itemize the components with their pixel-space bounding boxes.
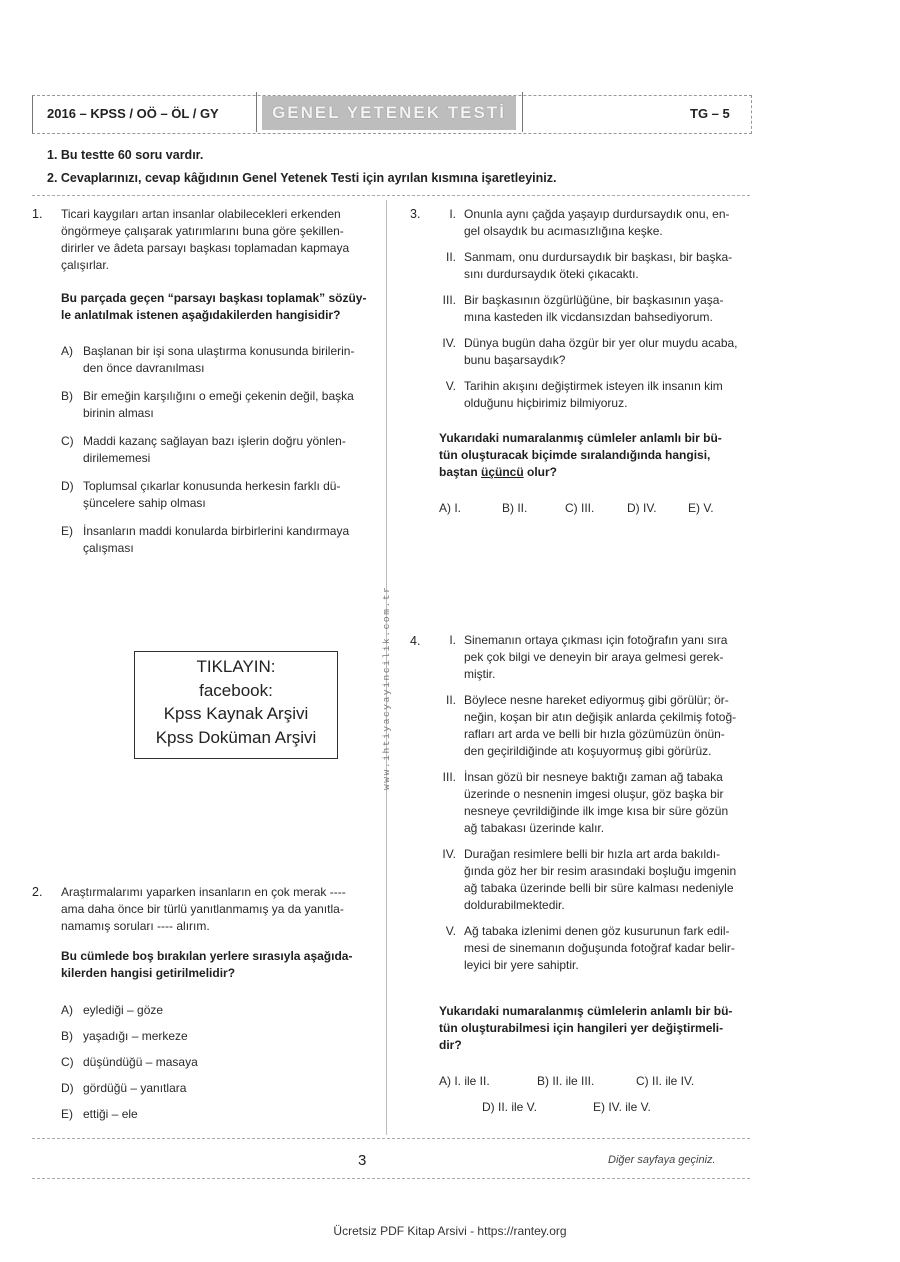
option-e[interactable] — [61, 523, 373, 557]
option-key: A) — [61, 344, 73, 358]
watermark-text: www.ihtiyacyayincilik.com.tr — [381, 585, 392, 790]
option-text: gördüğü – yanıtlara — [83, 1081, 187, 1095]
text-line: çalışması — [83, 541, 134, 555]
statement-text — [464, 378, 723, 412]
statement-key: V. — [445, 924, 456, 938]
statement-5 — [430, 923, 750, 974]
text-line: bunu başarsaydık? — [464, 353, 566, 367]
header-divider — [522, 92, 523, 132]
text-line: şüncelere sahip olması — [83, 496, 206, 510]
statement-1 — [430, 632, 750, 683]
statement-key: I. — [449, 207, 456, 221]
next-page-note: Diğer sayfaya geçiniz. — [608, 1154, 716, 1166]
ad-line: TIKLAYIN: — [196, 657, 276, 676]
text-fragment: baştan — [439, 465, 482, 479]
text-line: gel olsaydık bu acımasızlığına keşke. — [464, 224, 663, 238]
text-line: ğında göz her bir resim arasındaki boşluğu imgenin — [464, 864, 737, 878]
text-line: öngörmeye çalışarak yatırımlarını buna göre şekillen- — [61, 224, 344, 238]
divider — [32, 1178, 750, 1179]
text-line: Dünya bugün daha özgür bir yer olur muydu acaba, — [464, 336, 738, 350]
option-text: eylediği – göze — [83, 1003, 164, 1017]
question-number: 1. — [32, 207, 43, 221]
exam-code: 2016 – KPSS / OÖ – ÖL / GY — [47, 106, 219, 121]
instruction-1: 1. Bu testte 60 soru vardır. — [47, 148, 204, 162]
statement-key: II. — [445, 693, 456, 707]
ad-line: facebook: — [199, 680, 273, 700]
option-e[interactable]: E) V. — [688, 501, 714, 515]
question-4-stem — [439, 1003, 751, 1054]
option-a[interactable]: A) I. ile II. — [439, 1074, 490, 1088]
text-line: den önce davranılması — [83, 361, 205, 375]
statement-1 — [430, 206, 750, 240]
statement-4 — [430, 335, 750, 369]
text-line: tün oluşturabilmesi için hangileri yer değiştirmeli- — [439, 1021, 724, 1035]
text-line: leyici bir yere sahiptir. — [464, 958, 579, 972]
question-1-passage — [61, 206, 371, 274]
text-line: Araştırmalarımı yaparken insanların en çok merak ---- — [61, 885, 346, 899]
text-line: Sinemanın ortaya çıkması için fotoğrafın yanı sıra — [464, 633, 728, 647]
option-text — [83, 388, 354, 422]
divider — [32, 1138, 750, 1139]
question-number: 2. — [32, 885, 43, 899]
question-2-stem — [61, 948, 371, 982]
text-line: kilerden hangisi getirilmelidir? — [61, 966, 236, 980]
option-d[interactable]: D) II. ile V. — [482, 1100, 537, 1114]
page-number: 3 — [358, 1152, 367, 1169]
text-line: üzerinde o nesnenin imgesi oluşur, göz başka bir — [464, 787, 724, 801]
statement-2 — [430, 692, 750, 760]
statement-2 — [430, 249, 750, 283]
option-key: B) — [61, 389, 73, 403]
statement-4 — [430, 846, 750, 914]
option-text — [83, 343, 354, 377]
text-line: den geçirildiğinde atı koşuyormuş gibi görürüz. — [464, 744, 712, 758]
option-key: B) — [61, 1029, 73, 1043]
option-c[interactable] — [61, 433, 373, 467]
option-b[interactable] — [61, 1028, 373, 1045]
statement-text — [464, 249, 732, 283]
option-e[interactable] — [61, 1106, 373, 1123]
option-text: yaşadığı – merkeze — [83, 1029, 188, 1043]
question-1-options — [61, 343, 373, 557]
ad-line: Kpss Doküman Arşivi — [155, 727, 317, 747]
text-line: doldurabilmektedir. — [464, 898, 565, 912]
text-line: İnsan gözü bir nesneye baktığı zaman ağ tabaka — [464, 770, 723, 784]
statement-text — [464, 923, 735, 974]
text-line: olduğunu hiçbirimiz bilmiyoruz. — [464, 396, 628, 410]
option-text: düşündüğü – masaya — [83, 1055, 198, 1069]
option-d[interactable] — [61, 478, 373, 512]
text-line: Ticari kaygıları artan insanlar olabilecekleri erkenden — [61, 207, 341, 221]
text-line: Bir emeğin karşılığını o emeği çekenin değil, başka — [83, 389, 354, 403]
text-line: tün oluşturacak biçimde sıralandığında hangisi, — [439, 448, 711, 462]
statement-key: II. — [445, 250, 456, 264]
statement-key: IV. — [442, 336, 456, 350]
question-3-stem — [439, 430, 751, 481]
text-line: Toplumsal çıkarlar konusunda herkesin farklı dü- — [83, 479, 341, 493]
statement-text — [464, 769, 728, 837]
option-d[interactable] — [61, 1080, 373, 1097]
text-line: Tarihin akışını değiştirmek isteyen ilk insanın kim — [464, 379, 723, 393]
header-divider — [256, 92, 257, 132]
option-text — [83, 478, 340, 512]
booklet-code: TG – 5 — [690, 106, 730, 121]
option-d[interactable]: D) IV. — [627, 501, 657, 515]
statement-text — [464, 206, 730, 240]
text-fragment: olur? — [523, 465, 558, 479]
question-3-statements — [430, 206, 750, 412]
statement-3 — [430, 292, 750, 326]
statement-key: V. — [445, 379, 456, 393]
question-2-options — [61, 1002, 373, 1123]
option-key: E) — [61, 1107, 73, 1121]
option-c[interactable]: C) III. — [565, 501, 595, 515]
text-line: le anlatılmak istenen aşağıdakilerden hangisidir? — [61, 308, 341, 322]
text-line: mına kasteden ilk vicdansızdan bahsediyorum. — [464, 310, 713, 324]
text-line: Sanmam, onu durdursaydık bir başkası, bir başka- — [464, 250, 733, 264]
option-key: C) — [61, 1055, 74, 1069]
text-line: mesi de sinemanın doğuşunda fotoğraf kadar belir- — [464, 941, 735, 955]
option-text: ettiği – ele — [83, 1107, 138, 1121]
option-a[interactable] — [61, 343, 373, 377]
option-key: E) — [61, 524, 73, 538]
statement-key: III. — [442, 770, 456, 784]
option-key: C) — [61, 434, 74, 448]
text-line: Onunla aynı çağda yaşayıp durdursaydık onu, en- — [464, 207, 730, 221]
statement-text — [464, 335, 738, 369]
text-line: dir? — [439, 1038, 462, 1052]
text-line: ama daha önce bir türlü yanıtlanmamış ya da yanıtla- — [61, 902, 344, 916]
text-line: rafları art arda ve belli bir hızla gözümüzün önün- — [464, 727, 725, 741]
text-line: neğin, koşan bir atın değişik anlarda çekilmiş fotoğ- — [464, 710, 737, 724]
text-line: Maddi kazanç sağlayan bazı işlerin doğru yönlen- — [83, 434, 346, 448]
text-line: Yukarıdaki numaralanmış cümleler anlamlı bir bü- — [439, 431, 722, 445]
text-line: çalışırlar. — [61, 258, 110, 272]
statement-key: I. — [449, 633, 456, 647]
underlined-word: üçüncü — [481, 465, 524, 479]
text-line — [439, 464, 751, 481]
option-key: D) — [61, 479, 74, 493]
text-line: ağ tabakası üzerinde kalır. — [464, 821, 605, 835]
text-line: Başlanan bir işi sona ulaştırma konusunda birilerin- — [83, 344, 355, 358]
option-b[interactable] — [61, 388, 373, 422]
publisher-watermark — [381, 540, 393, 790]
question-2-passage — [61, 884, 371, 935]
statement-5 — [430, 378, 750, 412]
option-a[interactable] — [61, 1002, 373, 1019]
ad-line: Kpss Kaynak Arşivi — [163, 704, 309, 723]
facebook-ad-box[interactable] — [134, 651, 338, 759]
text-line: Yukarıdaki numaralanmış cümlelerin anlamlı bir bü- — [439, 1004, 733, 1018]
question-number: 4. — [410, 634, 421, 648]
option-c[interactable]: C) II. ile IV. — [636, 1074, 695, 1088]
statement-text — [464, 692, 736, 760]
divider — [32, 195, 750, 196]
option-a[interactable]: A) I. — [439, 501, 462, 515]
instruction-2: 2. Cevaplarınızı, cevap kâğıdının Genel Yetenek Testi için ayrılan kısmına işaretleyiniz. — [47, 171, 557, 185]
text-line: Durağan resimlere belli bir hızla art arda bakıldı- — [464, 847, 721, 861]
statement-text — [464, 632, 727, 683]
statement-key: III. — [442, 293, 456, 307]
option-text — [83, 433, 346, 467]
test-title: GENEL YETENEK TESTİ — [262, 96, 516, 130]
text-line: Böylece nesne hareket ediyormuş gibi görülür; ör- — [464, 693, 729, 707]
text-line: Bu parçada geçen “parsayı başkası toplamak” sözüy- — [61, 291, 367, 305]
text-line: pek çok bilgi ve deneyin bir araya gelmesi gerek- — [464, 650, 724, 664]
text-line: İnsanların maddi konularda birbirlerini kandırmaya — [83, 524, 350, 538]
option-text — [83, 523, 349, 557]
option-b[interactable]: B) II. ile III. — [537, 1074, 595, 1088]
text-line: dirirler ve âdeta parsayı başkası toplamadan kapmaya — [61, 241, 350, 255]
text-line: Ağ tabaka izlenimi denen göz kusurunun fark edil- — [464, 924, 730, 938]
text-line: namamış soruları ---- alırım. — [61, 919, 210, 933]
text-line: dirilememesi — [83, 451, 151, 465]
statement-3 — [430, 769, 750, 837]
question-4-statements — [430, 632, 750, 974]
statement-key: IV. — [442, 847, 456, 861]
text-line: Bir başkasının özgürlüğüne, bir başkasının yaşa- — [464, 293, 724, 307]
source-note: Ücretsiz PDF Kitap Arsivi - https://rantey.org — [333, 1224, 567, 1238]
statement-text — [464, 292, 723, 326]
option-c[interactable] — [61, 1054, 373, 1071]
text-line: miştir. — [464, 667, 496, 681]
statement-text — [464, 846, 736, 914]
text-line: birinin alması — [83, 406, 154, 420]
option-key: D) — [61, 1081, 74, 1095]
text-line: sını durdursaydık öteki çıkacaktı. — [464, 267, 639, 281]
text-line: ağ tabaka üzerinde belli bir süre kalması nedeniyle — [464, 881, 734, 895]
question-number: 3. — [410, 207, 421, 221]
text-line: Bu cümlede boş bırakılan yerlere sırasıyla aşağıda- — [61, 949, 353, 963]
option-e[interactable]: E) IV. ile V. — [593, 1100, 651, 1114]
question-1-stem — [61, 290, 371, 324]
option-b[interactable]: B) II. — [502, 501, 528, 515]
option-key: A) — [61, 1003, 73, 1017]
text-line: nesneye çevrildiğinde ilk imge kısa bir süre gözün — [464, 804, 729, 818]
